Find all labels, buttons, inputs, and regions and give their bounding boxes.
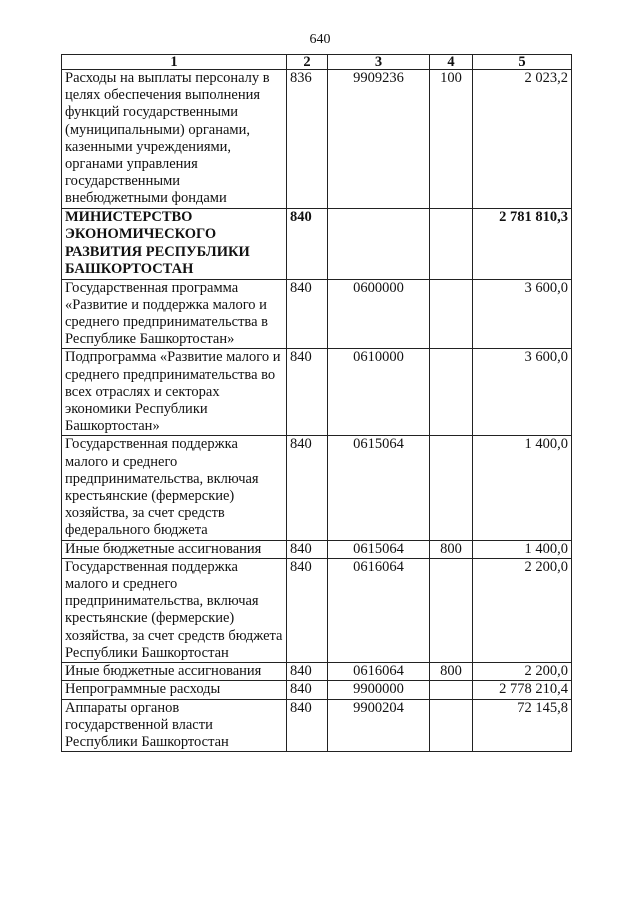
column-header: 5 (473, 55, 572, 70)
target-code-cell: 9900000 (328, 681, 430, 699)
row-name-cell: Иные бюджетные ассигнования (62, 663, 287, 681)
table-row (62, 540, 572, 558)
column-header: 1 (62, 55, 287, 70)
target-code-cell: 0615064 (328, 436, 430, 540)
ministry-code-cell: 840 (287, 540, 328, 558)
amount-cell: 2 023,2 (473, 70, 572, 209)
target-code-cell (328, 208, 430, 279)
row-name-cell: Иные бюджетные ассигнования (62, 540, 287, 558)
table-row (62, 436, 572, 540)
row-name-cell: Государственная поддержка малого и среднего предпринимательства, включая крестьянские (фермерские) хозяйства, за счет средств бюджета Республики Башкортостан (62, 558, 287, 662)
table-row (62, 208, 572, 279)
expense-type-cell (430, 208, 473, 279)
target-code-cell: 0610000 (328, 349, 430, 436)
expense-type-cell (430, 681, 473, 699)
expense-type-cell (430, 436, 473, 540)
expense-type-cell: 800 (430, 663, 473, 681)
amount-cell: 2 200,0 (473, 663, 572, 681)
expense-type-cell: 800 (430, 540, 473, 558)
ministry-code-cell: 840 (287, 558, 328, 662)
ministry-code-cell: 840 (287, 349, 328, 436)
ministry-code-cell: 840 (287, 663, 328, 681)
ministry-code-cell: 840 (287, 279, 328, 349)
row-name-cell: Расходы на выплаты персоналу в целях обеспечения выполнения функций государственными (муниципальными) органами, казенными учреждениями, органами управления государственными внебюджетными фондами (62, 70, 287, 209)
row-name-cell: МИНИСТЕРСТВО ЭКОНОМИЧЕСКОГО РАЗВИТИЯ РЕСПУБЛИКИ БАШКОРТОСТАН (62, 208, 287, 279)
ministry-code-cell: 840 (287, 681, 328, 699)
ministry-code-cell: 836 (287, 70, 328, 209)
column-header: 2 (287, 55, 328, 70)
row-name-cell: Аппараты органов государственной власти Республики Башкортостан (62, 699, 287, 752)
budget-table (61, 54, 572, 752)
amount-cell: 3 600,0 (473, 279, 572, 349)
amount-cell: 72 145,8 (473, 699, 572, 752)
row-name-cell: Государственная поддержка малого и среднего предпринимательства, включая крестьянские (фермерские) хозяйства, за счет средств федерального бюджета (62, 436, 287, 540)
expense-type-cell: 100 (430, 70, 473, 209)
amount-cell: 1 400,0 (473, 540, 572, 558)
amount-cell: 2 781 810,3 (473, 208, 572, 279)
amount-cell: 2 200,0 (473, 558, 572, 662)
ministry-code-cell: 840 (287, 436, 328, 540)
table-row (62, 663, 572, 681)
expense-type-cell (430, 349, 473, 436)
ministry-code-cell: 840 (287, 208, 328, 279)
table-header-row (62, 55, 572, 70)
amount-cell: 3 600,0 (473, 349, 572, 436)
row-name-cell: Непрограммные расходы (62, 681, 287, 699)
table-row (62, 70, 572, 209)
table-row (62, 699, 572, 752)
column-header: 3 (328, 55, 430, 70)
expense-type-cell (430, 699, 473, 752)
table-row (62, 558, 572, 662)
ministry-code-cell: 840 (287, 699, 328, 752)
target-code-cell: 9900204 (328, 699, 430, 752)
amount-cell: 1 400,0 (473, 436, 572, 540)
row-name-cell: Государственная программа «Развитие и поддержка малого и среднего предпринимательства в Республике Башкортостан» (62, 279, 287, 349)
column-header: 4 (430, 55, 473, 70)
table-row (62, 349, 572, 436)
table-row (62, 279, 572, 349)
target-code-cell: 9909236 (328, 70, 430, 209)
amount-cell: 2 778 210,4 (473, 681, 572, 699)
target-code-cell: 0615064 (328, 540, 430, 558)
target-code-cell: 0616064 (328, 663, 430, 681)
expense-type-cell (430, 558, 473, 662)
table-row (62, 681, 572, 699)
page-number: 640 (309, 32, 331, 47)
target-code-cell: 0600000 (328, 279, 430, 349)
expense-type-cell (430, 279, 473, 349)
row-name-cell: Подпрограмма «Развитие малого и среднего предпринимательства во всех отраслях и секторах экономики Республики Башкортостан» (62, 349, 287, 436)
target-code-cell: 0616064 (328, 558, 430, 662)
